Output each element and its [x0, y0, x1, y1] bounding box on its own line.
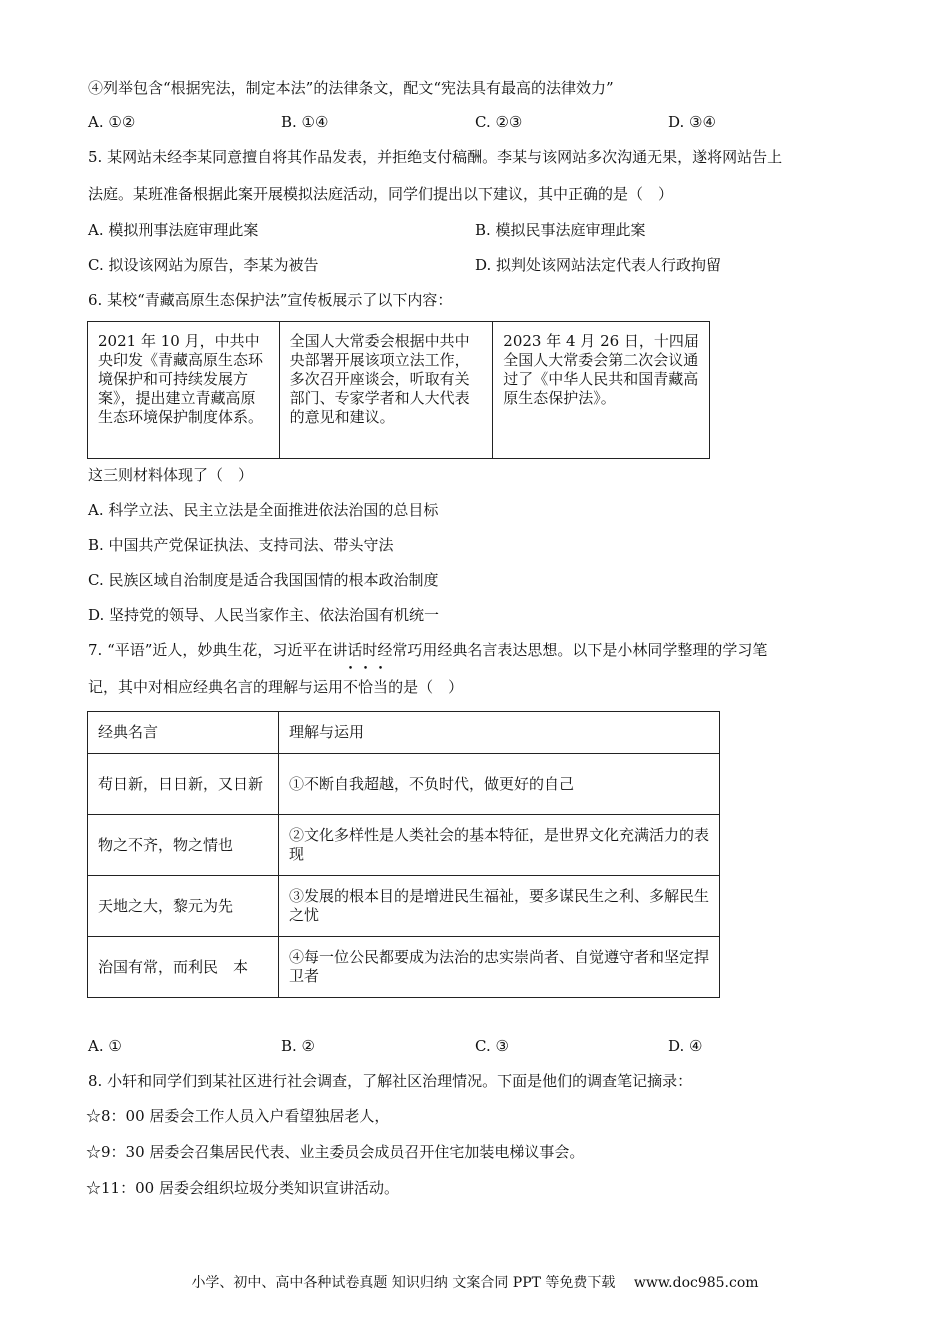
q6-material-3: 2023 年 4 月 26 日，十四届全国人大常委会第二次会议通过了《中华人民共和国青藏高原生态保护法》。: [493, 322, 710, 459]
table-row: [88, 876, 720, 937]
q7-stem-line-1: 7. “平语”近人，妙典生花，习近平在讲话时经常巧用经典名言表达思想。以下是小林同学整理的学习笔: [88, 641, 768, 659]
meaning-cell: ④每一位公民都要成为法治的忠实崇尚者、自觉遵守者和坚定捍卫者: [279, 937, 720, 998]
option-a: A. 模拟刑事法庭审理此案: [88, 221, 259, 239]
q7-stem-line-2: [88, 677, 463, 697]
option-c: C. 拟设该网站为原告，李某为被告: [88, 256, 319, 274]
q8-note-2: ☆9：30 居委会召集居民代表、业主委员会成员召开住宅加装电梯议事会。: [86, 1143, 585, 1161]
emphasis-char: 恰: [358, 678, 374, 696]
q6-material-1: 2021 年 10 月，中共中央印发《青藏高原生态环境保护和可持续发展方案》，提出建立青藏高原生态环境保护制度体系。: [88, 322, 280, 459]
meaning-cell: ②文化多样性是人类社会的基本特征，是世界文化充满活力的表现: [279, 815, 720, 876]
meaning-cell: ③发展的根本目的是增进民生福祉，要多谋民生之利、多解民生之忧: [279, 876, 720, 937]
option-c: C. ②③: [475, 113, 523, 131]
header-meaning: 理解与运用: [279, 712, 720, 754]
q5-options-row-1: [88, 220, 868, 240]
option-b: B. 模拟民事法庭审理此案: [475, 221, 646, 239]
q8-note-1: ☆8：00 居委会工作人员入户看望独居老人，: [86, 1107, 390, 1125]
quote-cell: 物之不齐，物之情也: [88, 815, 279, 876]
q6-material-table: [87, 321, 710, 459]
q6-option-a: A. 科学立法、民主立法是全面推进依法治国的总目标: [88, 501, 439, 519]
quote-cell: 治国有常，而利民 本: [88, 937, 279, 998]
q7-stem-pre: 记，其中对相应经典名言的理解与运用: [88, 678, 344, 696]
option-c: C. ③: [475, 1037, 509, 1055]
q6-option-b: B. 中国共产党保证执法、支持司法、带头守法: [88, 536, 394, 554]
q4-options: [88, 112, 788, 132]
emphasis-char: 当: [373, 678, 389, 696]
table-row: [88, 815, 720, 876]
q6-stem: 6. 某校“青藏高原生态保护法”宣传板展示了以下内容：: [88, 291, 453, 309]
option-a: A. ①: [88, 1037, 122, 1055]
page-footer: 小学、初中、高中各种试卷真题 知识归纳 文案合同 PPT 等免费下载 www.doc985.com: [191, 1275, 759, 1291]
option-b: B. ①④: [281, 113, 329, 131]
table-row: [88, 754, 720, 815]
q6-question: 这三则材料体现了（ ）: [88, 466, 254, 484]
q5-stem-line-2: 法庭。某班准备根据此案开展模拟法庭活动，同学们提出以下建议，其中正确的是（ ）: [88, 185, 674, 203]
table-row: [88, 937, 720, 998]
q7-options: [88, 1036, 788, 1056]
q7-stem-post: 的是（ ）: [388, 678, 464, 696]
q4-item-4: ④列举包含“根据宪法，制定本法”的法律条文，配文“宪法具有最高的法律效力”: [88, 79, 614, 97]
option-a: A. ①②: [88, 113, 136, 131]
meaning-cell: ①不断自我超越，不负时代，做更好的自己: [279, 754, 720, 815]
header-quote: 经典名言: [88, 712, 279, 754]
option-d: D. ④: [668, 1037, 703, 1055]
q5-options-row-2: [88, 255, 868, 275]
q8-stem: 8. 小轩和同学们到某社区进行社会调查，了解社区治理情况。下面是他们的调查笔记摘录：: [88, 1072, 693, 1090]
quote-cell: 苟日新，日日新，又日新: [88, 754, 279, 815]
emphasis-char: 不: [343, 678, 359, 696]
option-d: D. ③④: [668, 113, 716, 131]
option-d: D. 拟判处该网站法定代表人行政拘留: [475, 256, 722, 274]
quote-cell: 天地之大，黎元为先: [88, 876, 279, 937]
q6-option-c: C. 民族区域自治制度是适合我国国情的根本政治制度: [88, 571, 439, 589]
q5-stem-line-1: 5. 某网站未经李某同意擅自将其作品发表，并拒绝支付稿酬。李某与该网站多次沟通无果，遂将网站告上: [88, 148, 783, 166]
q8-note-3: ☆11：00 居委会组织垃圾分类知识宣讲活动。: [86, 1179, 399, 1197]
option-b: B. ②: [281, 1037, 316, 1055]
table-header-row: [88, 712, 720, 754]
q6-option-d: D. 坚持党的领导、人民当家作主、依法治国有机统一: [88, 606, 440, 624]
q6-material-2: 全国人大常委会根据中共中央部署开展该项立法工作，多次召开座谈会，听取有关部门、专家学者和人大代表的意见和建议。: [279, 322, 493, 459]
q7-quote-table: [87, 711, 720, 998]
